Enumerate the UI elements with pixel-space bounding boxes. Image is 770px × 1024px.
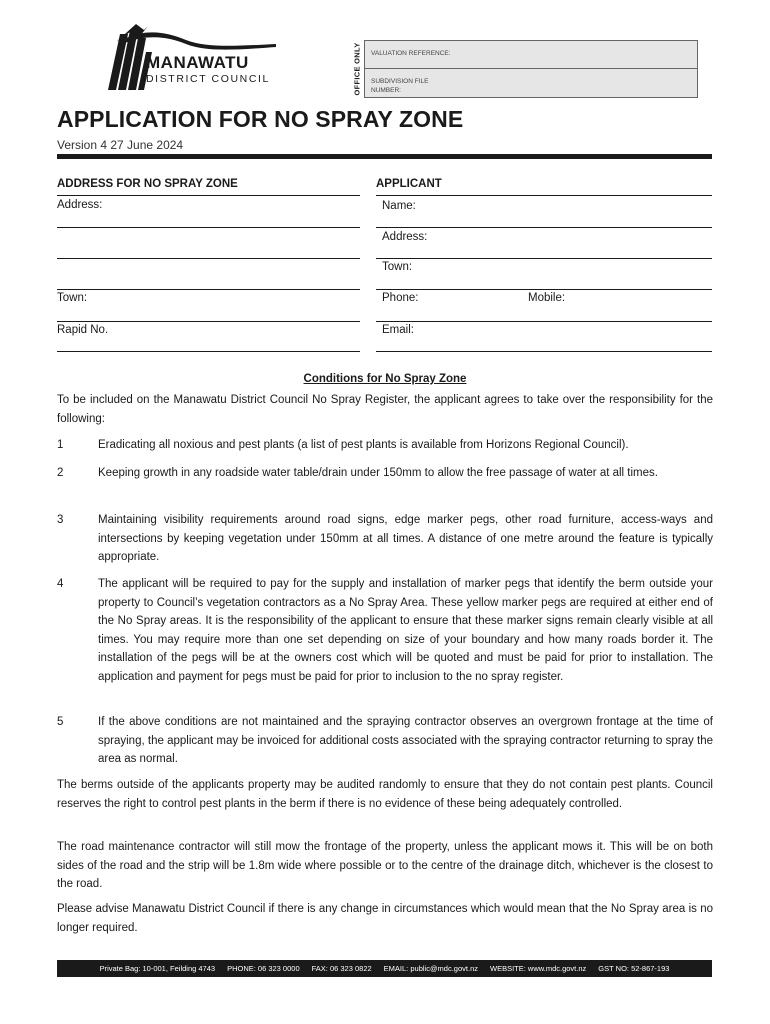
rapid-number-label: Rapid No.: [57, 324, 109, 336]
condition-text: Maintaining visibility requirements around road signs, edge marker pegs, other road furniture, access-ways and intersections by keeping vegetation under 150mm at all times. A distance of one metre around the feature is typically appropriate.: [98, 514, 713, 563]
logo-subtitle: DISTRICT COUNCIL: [146, 73, 270, 85]
applicant-email-line[interactable]: [376, 351, 712, 352]
footer-email-link[interactable]: EMAIL: public@mdc.govt.nz: [383, 964, 478, 973]
audit-paragraph: The berms outside of the applicants property may be audited randomly to ensure that they do not contain pest plants. Council reserves the right to control pest plants in the berm if there is no evidence of these being adequately controlled.: [57, 779, 713, 810]
zone-town-line[interactable]: [57, 321, 360, 322]
footer-private-bag: Private Bag: 10-001, Feilding 4743: [99, 964, 216, 973]
applicant-mobile-label: Mobile:: [528, 292, 566, 304]
applicant-phone-line[interactable]: [376, 321, 712, 322]
condition-text: Keeping growth in any roadside water table/drain under 150mm to allow the free passage of water at all times.: [98, 467, 658, 479]
applicant-name-label: Name:: [382, 200, 416, 212]
subdivision-file-label: SUBDIVISION FILE: [371, 78, 429, 85]
page-title: APPLICATION FOR NO SPRAY ZONE: [57, 106, 464, 132]
address-section-heading: ADDRESS FOR NO SPRAY ZONE: [57, 178, 238, 190]
divider: [376, 195, 712, 196]
zone-town-label: Town:: [57, 292, 88, 304]
applicant-phone-label: Phone:: [382, 292, 419, 304]
office-only-box: [364, 40, 698, 98]
logo-wordmark: MANAWATU: [146, 53, 249, 72]
condition-number: 2: [57, 467, 64, 479]
conditions-title: Conditions for No Spray Zone: [303, 373, 467, 385]
applicant-address-line[interactable]: [376, 258, 712, 259]
applicant-email-label: Email:: [382, 324, 414, 336]
version-text: Version 4 27 June 2024: [57, 138, 184, 152]
applicant-town-label: Town:: [382, 261, 413, 273]
title-divider: [57, 154, 712, 159]
applicant-address-label: Address:: [382, 231, 428, 243]
condition-number: 1: [57, 439, 64, 451]
applicant-town-line[interactable]: [376, 289, 712, 290]
subdivision-number-label: NUMBER:: [371, 87, 401, 94]
mowing-paragraph: The road maintenance contractor will still mow the frontage of the property, unless the applicant mows it. This will be on both sides of the road and the strip will be 1.8m wide where possible or to the centre of the drainage ditch, whichever is the closest to the road.: [57, 841, 713, 890]
footer-website-link[interactable]: WEBSITE: www.mdc.govt.nz: [490, 964, 587, 973]
valuation-reference-field[interactable]: VALUATION REFERENCE:: [365, 41, 697, 69]
applicant-name-line[interactable]: [376, 227, 712, 228]
footer-contact-bar: [57, 960, 712, 977]
zone-address-label: Address:: [57, 199, 103, 211]
footer-gst: GST NO: 52-867-193: [598, 964, 670, 973]
zone-address-line-1[interactable]: [57, 227, 360, 228]
advise-paragraph: Please advise Manawatu District Council if there is any change in circumstances which would mean that the No Spray area is no longer required.: [57, 903, 713, 934]
zone-address-line-3[interactable]: [57, 289, 360, 290]
condition-number: 3: [57, 514, 64, 526]
subdivision-file-field[interactable]: [365, 69, 697, 98]
condition-number: 5: [57, 716, 64, 728]
condition-text: Eradicating all noxious and pest plants (a list of pest plants is available from Horizons Regional Council).: [98, 439, 629, 451]
footer-fax: FAX: 06 323 0822: [311, 964, 372, 973]
office-only-label: OFFICE ONLY: [352, 42, 362, 96]
divider: [57, 195, 360, 196]
rapid-number-line[interactable]: [57, 351, 360, 352]
conditions-intro: To be included on the Manawatu District Council No Spray Register, the applicant agrees to take over the responsibility for the following:: [57, 394, 713, 425]
applicant-section-heading: APPLICANT: [376, 178, 442, 190]
footer-phone: PHONE: 06 323 0000: [227, 964, 300, 973]
condition-text: If the above conditions are not maintained and the spraying contractor observes an overgrown frontage at the time of spraying, the applicant may be invoiced for additional costs associated with the spraying contractor returning to spray the area as normal.: [98, 716, 713, 765]
condition-number: 4: [57, 578, 64, 590]
zone-address-line-2[interactable]: [57, 258, 360, 259]
condition-text: The applicant will be required to pay for the supply and installation of marker pegs that identify the berm outside your property to Council’s vegetation contractors as a No Spray Area. These yellow marker pegs are required at either end of the No Spray areas. It is the responsibility of the applicant to ensure that these marker signs remain clearly visible at all times. You may require more than one set depending on size of your boundary and how many roads border it. The installation of the pegs will be at the owners cost which will be quoted and must be paid for prior to installation. The application and payment for pegs must be paid for prior to inclusion to the no spray register.: [98, 578, 713, 683]
